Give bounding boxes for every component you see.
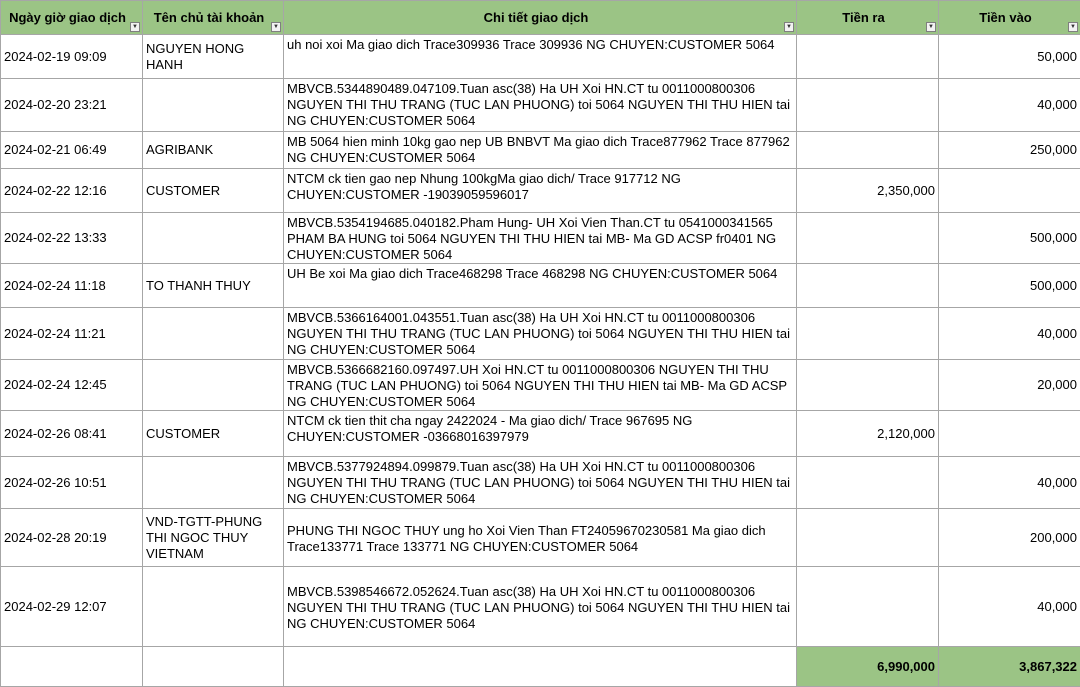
col-header-in-label: Tiền vào: [942, 10, 1077, 26]
cell-detail[interactable]: MBVCB.5354194685.040182.Pham Hung- UH Xoi Vien Than.CT tu 0541000341565 PHAM BA HUNG toi 5064 NGUYEN THI THU HIEN tai MB- Ma GD ACSP fr0401 NG CHUYEN:CUSTOMER 5064: [284, 213, 797, 264]
table-row: [1, 509, 1080, 567]
cell-detail[interactable]: NTCM ck tien gao nep Nhung 100kgMa giao dich/ Trace 917712 NG CHUYEN:CUSTOMER -19039059596017: [284, 169, 797, 213]
totals-row: [1, 647, 1080, 687]
cell-date[interactable]: 2024-02-20 23:21: [1, 79, 143, 132]
cell-name[interactable]: AGRIBANK: [143, 132, 284, 169]
cell-in[interactable]: 200,000: [939, 509, 1080, 567]
cell-in[interactable]: [939, 411, 1080, 457]
cell-date[interactable]: 2024-02-19 09:09: [1, 35, 143, 79]
cell-date[interactable]: 2024-02-28 20:19: [1, 509, 143, 567]
cell-in[interactable]: 20,000: [939, 360, 1080, 411]
cell-out[interactable]: [797, 35, 939, 79]
filter-dropdown-icon[interactable]: ▼: [1068, 22, 1078, 32]
cell-out[interactable]: [797, 457, 939, 509]
filter-dropdown-icon[interactable]: ▼: [130, 22, 140, 32]
col-header-out[interactable]: [797, 1, 939, 35]
table-row: [1, 308, 1080, 360]
col-header-out-label: Tiền ra: [800, 10, 935, 26]
col-header-detail[interactable]: [284, 1, 797, 35]
table-row: [1, 567, 1080, 647]
cell-name[interactable]: NGUYEN HONG HANH: [143, 35, 284, 79]
cell-name[interactable]: VND-TGTT-PHUNG THI NGOC THUY VIETNAM: [143, 509, 284, 567]
cell-name[interactable]: [143, 567, 284, 647]
cell-name[interactable]: CUSTOMER: [143, 411, 284, 457]
col-header-name-label: Tên chủ tài khoản: [146, 10, 280, 26]
cell-out[interactable]: [797, 132, 939, 169]
cell-detail[interactable]: UH Be xoi Ma giao dich Trace468298 Trace 468298 NG CHUYEN:CUSTOMER 5064: [284, 264, 797, 308]
cell-name[interactable]: [143, 79, 284, 132]
cell-date[interactable]: 2024-02-24 11:21: [1, 308, 143, 360]
table-row: [1, 35, 1080, 79]
col-header-date[interactable]: [1, 1, 143, 35]
cell-in[interactable]: [939, 169, 1080, 213]
table-row: [1, 264, 1080, 308]
cell-name[interactable]: [143, 457, 284, 509]
cell-name[interactable]: TO THANH THUY: [143, 264, 284, 308]
table-row: [1, 457, 1080, 509]
cell-out[interactable]: [797, 509, 939, 567]
table-row: [1, 132, 1080, 169]
cell-detail[interactable]: uh noi xoi Ma giao dich Trace309936 Trace 309936 NG CHUYEN:CUSTOMER 5064: [284, 35, 797, 79]
filter-dropdown-icon[interactable]: ▼: [784, 22, 794, 32]
cell-date[interactable]: 2024-02-26 08:41: [1, 411, 143, 457]
cell-in[interactable]: 40,000: [939, 567, 1080, 647]
cell-detail[interactable]: MBVCB.5377924894.099879.Tuan asc(38) Ha UH Xoi HN.CT tu 0011000800306 NGUYEN THI THU TRANG (TUC LAN PHUONG) toi 5064 NGUYEN THI THU HIEN tai NG CHUYEN:CUSTOMER 5064: [284, 457, 797, 509]
col-header-detail-label: Chi tiết giao dịch: [287, 10, 793, 26]
cell-date[interactable]: 2024-02-21 06:49: [1, 132, 143, 169]
total-in[interactable]: 3,867,322: [939, 647, 1080, 687]
table-row: [1, 213, 1080, 264]
col-header-date-label: Ngày giờ giao dịch: [4, 10, 139, 26]
cell-date[interactable]: 2024-02-24 11:18: [1, 264, 143, 308]
cell-in[interactable]: 40,000: [939, 457, 1080, 509]
table-row: [1, 360, 1080, 411]
cell-out[interactable]: [797, 264, 939, 308]
cell-detail[interactable]: PHUNG THI NGOC THUY ung ho Xoi Vien Than FT24059670230581 Ma giao dich Trace133771 Trace 133771 NG CHUYEN:CUSTOMER 5064: [284, 509, 797, 567]
col-header-in[interactable]: [939, 1, 1080, 35]
cell-in[interactable]: 250,000: [939, 132, 1080, 169]
cell-detail[interactable]: MBVCB.5398546672.052624.Tuan asc(38) Ha UH Xoi HN.CT tu 0011000800306 NGUYEN THI THU TRANG (TUC LAN PHUONG) toi 5064 NGUYEN THI THU HIEN tai NG CHUYEN:CUSTOMER 5064: [284, 567, 797, 647]
cell-detail[interactable]: MBVCB.5366164001.043551.Tuan asc(38) Ha UH Xoi HN.CT tu 0011000800306 NGUYEN THI THU TRANG (TUC LAN PHUONG) toi 5064 NGUYEN THI THU HIEN tai NG CHUYEN:CUSTOMER 5064: [284, 308, 797, 360]
col-header-name[interactable]: [143, 1, 284, 35]
cell-out[interactable]: [797, 567, 939, 647]
filter-dropdown-icon[interactable]: ▼: [926, 22, 936, 32]
cell-in[interactable]: 40,000: [939, 308, 1080, 360]
cell-date[interactable]: 2024-02-29 12:07: [1, 567, 143, 647]
header-row: [1, 1, 1080, 35]
cell-out[interactable]: 2,350,000: [797, 169, 939, 213]
cell-in[interactable]: 500,000: [939, 264, 1080, 308]
cell-out[interactable]: [797, 308, 939, 360]
cell-detail[interactable]: NTCM ck tien thit cha ngay 2422024 - Ma giao dich/ Trace 967695 NG CHUYEN:CUSTOMER -03668016397979: [284, 411, 797, 457]
cell-name[interactable]: CUSTOMER: [143, 169, 284, 213]
cell-name[interactable]: [143, 308, 284, 360]
table-row: [1, 79, 1080, 132]
cell-date[interactable]: 2024-02-22 12:16: [1, 169, 143, 213]
cell-detail[interactable]: MBVCB.5366682160.097497.UH Xoi HN.CT tu 0011000800306 NGUYEN THI THU TRANG (TUC LAN PHUONG) toi 5064 NGUYEN THI THU HIEN tai MB- Ma GD ACSP NG CHUYEN:CUSTOMER 5064: [284, 360, 797, 411]
total-out[interactable]: 6,990,000: [797, 647, 939, 687]
cell-in[interactable]: 50,000: [939, 35, 1080, 79]
cell-name[interactable]: [143, 213, 284, 264]
table-row: [1, 411, 1080, 457]
cell-in[interactable]: 40,000: [939, 79, 1080, 132]
cell-out[interactable]: [797, 213, 939, 264]
cell-empty[interactable]: [143, 647, 284, 687]
cell-in[interactable]: 500,000: [939, 213, 1080, 264]
filter-dropdown-icon[interactable]: ▼: [271, 22, 281, 32]
cell-empty[interactable]: [284, 647, 797, 687]
cell-out[interactable]: [797, 360, 939, 411]
cell-name[interactable]: [143, 360, 284, 411]
cell-date[interactable]: 2024-02-26 10:51: [1, 457, 143, 509]
table-row: [1, 169, 1080, 213]
cell-date[interactable]: 2024-02-24 12:45: [1, 360, 143, 411]
cell-out[interactable]: 2,120,000: [797, 411, 939, 457]
cell-detail[interactable]: MBVCB.5344890489.047109.Tuan asc(38) Ha UH Xoi HN.CT tu 0011000800306 NGUYEN THI THU TRANG (TUC LAN PHUONG) toi 5064 NGUYEN THI THU HIEN tai NG CHUYEN:CUSTOMER 5064: [284, 79, 797, 132]
cell-empty[interactable]: [1, 647, 143, 687]
cell-out[interactable]: [797, 79, 939, 132]
cell-date[interactable]: 2024-02-22 13:33: [1, 213, 143, 264]
cell-detail[interactable]: MB 5064 hien minh 10kg gao nep UB BNBVT Ma giao dich Trace877962 Trace 877962 NG CHUYEN:CUSTOMER 5064: [284, 132, 797, 169]
